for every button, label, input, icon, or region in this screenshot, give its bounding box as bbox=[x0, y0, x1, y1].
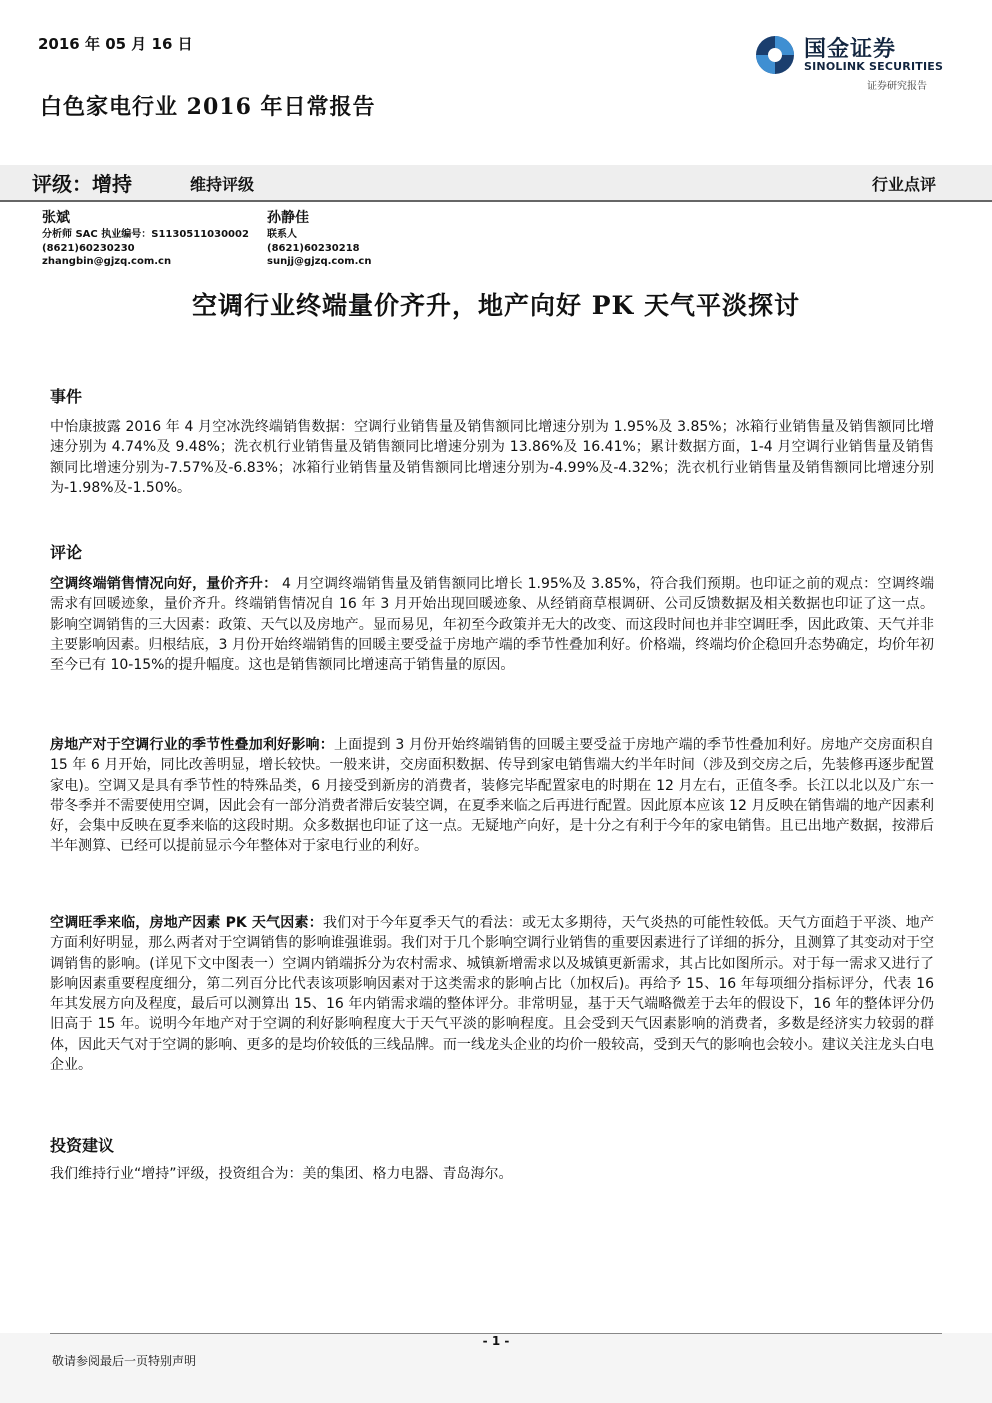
comment-paragraph-1 bbox=[50, 574, 934, 675]
rating-note: 维持评级 bbox=[190, 175, 255, 194]
paragraph-lead: 空调旺季来临，房地产因素 PK 天气因素： bbox=[50, 915, 323, 931]
section-title-advice: 投资建议 bbox=[50, 1136, 115, 1155]
paragraph-lead: 空调终端销售情况向好，量价齐升： bbox=[50, 576, 278, 592]
author-email[interactable]: zhangbin@gjzq.com.cn bbox=[42, 256, 172, 267]
footer-disclaimer[interactable]: 敬请参阅最后一页特别声明 bbox=[52, 1354, 197, 1368]
logo-chinese-name: 国金证券 bbox=[804, 37, 897, 62]
company-logo bbox=[754, 30, 954, 94]
author-email[interactable]: sunjj@gjzq.com.cn bbox=[267, 256, 372, 267]
sinolink-logo-icon bbox=[754, 34, 796, 76]
paragraph-body: 我们对于今年夏季天气的看法：或无太多期待，天气炎热的可能性较低。天气方面趋于平淡、地产方面利好明显，那么两者对于空调销售的影响谁强谁弱。我们对于几个影响空调行业销售的重要因素进行了详细的拆分，且测算了其变动对于空调销售的影响。(详见下文中图表一）空调内销端拆分为农村需求、城镇新增需求以及城镇更新需求，其占比如图所示。对于每一需求又进行了影响因素重要程度细分，第二列百分比代表该项影响因素对于这类需求的影响占比（加权后)。再给予 15、16 年每项细分指标评分，代表 16 年其发展方向及程度，最后可以测算出 15、16 年内销需求端的整体评分。非常明显，基于天气端略微差于去年的假设下，16 年的整体评分仍旧高于 15 年。说明今年地产对于空调的利好影响程度大于天气平淡的影响程度。且会受到天气因素影响的消费者，多数是经济实力较弱的群体，因此天气对于空调的影响、更多的是均价较低的三线品牌。而一线龙头企业的均价一般较高，受到天气的影响也会较小。建议关注龙头白电企业。 bbox=[50, 915, 934, 1074]
report-title: 白色家电行业 2016 年日常报告 bbox=[40, 94, 376, 120]
event-paragraph: 中怡康披露 2016 年 4 月空冰洗终端销售数据：空调行业销售量及销售额同比增速分别为 1.95%及 3.85%；冰箱行业销售量及销售额同比增速分别为 4.74%及 9.48%；洗衣机行业销售量及销售额同比增速分别为 13.86%及 16.41%；累计数据方面，1-4 月空调行业销售量及销售额同比增速分别为-7.57%及-6.83%；冰箱行业销售量及销售额同比增速分别为-4.99%及-4.32%；洗衣机行业销售量及销售额同比增速分别为-1.98%及-1.50%。 bbox=[50, 419, 934, 496]
divider bbox=[0, 200, 992, 202]
author-card bbox=[267, 208, 371, 269]
headline: 空调行业终端量价齐升，地产向好 PK 天气平淡探讨 bbox=[192, 291, 800, 320]
author-name: 孙静佳 bbox=[267, 210, 309, 226]
author-card bbox=[42, 208, 249, 269]
document-type: 行业点评 bbox=[871, 175, 936, 194]
author-phone: (8621)60230230 bbox=[42, 242, 135, 254]
logo-english-name: SINOLINK SECURITIES bbox=[804, 60, 944, 73]
report-date: 2016 年 05 月 16 日 bbox=[38, 35, 193, 53]
rating-band bbox=[0, 165, 992, 201]
author-role: 联系人 bbox=[267, 229, 297, 240]
author-credential: 分析师 SAC 执业编号：S1130511030002 bbox=[42, 229, 249, 240]
author-phone: (8621)60230218 bbox=[267, 242, 360, 254]
section-title-comment: 评论 bbox=[50, 543, 83, 562]
comment-paragraph-3 bbox=[50, 913, 934, 1075]
logo-subtitle: 证券研究报告 bbox=[867, 81, 927, 92]
paragraph-body: 上面提到 3 月份开始终端销售的回暖主要受益于房地产端的季节性叠加利好。房地产交房面积自 15 年 6 月开始，同比改善明显，增长较快。一般来讲，交房面积数据、传导到家电销售端大约半年时间（涉及到交房之后，先装修再逐步配置家电)。空调又是具有季节性的特殊品类，6 月接受到新房的消费者，装修完毕配置家电的时期在 12 月左右，正值冬季。长江以北以及广东一带冬季并不需要使用空调，因此会有一部分消费者滞后安装空调，在夏季来临之后再进行配置。因此原本应该 12 月反映在销售端的地产因素利好，会集中反映在夏季来临的这段时期。众多数据也印证了这一点。无疑地产向好，是十分之有利于今年的家电销售。且已出地产数据，按滞后半年测算、已经可以提前显示今年整体对于家电行业的利好。 bbox=[50, 737, 934, 855]
paragraph-body: 4 月空调终端销售量及销售额同比增长 1.95%及 3.85%，符合我们预期。也印证之前的观点：空调终端需求有回暖迹象，量价齐升。终端销售情况自 16 年 3 月开始出现回暖迹象、从经销商草根调研、公司反馈数据及相关数据也印证了这一点。影响空调销售的三大因素：政策、天气以及房地产。显而易见，年初至今政策并无大的改变、而这段时间也并非空调旺季，因此政策、天气并非主要影响因素。归根结底，3 月份开始终端销售的回暖主要受益于房地产端的季节性叠加利好。价格端，终端均价企稳回升态势确定，均价年初至今已有 10-15%的提升幅度。这也是销售额同比增速高于销售量的原因。 bbox=[50, 576, 935, 674]
advice-paragraph: 我们维持行业“增持”评级，投资组合为：美的集团、格力电器、青岛海尔。 bbox=[50, 1166, 513, 1182]
paragraph-lead: 房地产对于空调行业的季节性叠加利好影响： bbox=[50, 737, 334, 753]
author-name: 张斌 bbox=[42, 210, 70, 226]
rating-label: 评级：增持 bbox=[32, 172, 132, 196]
section-title-event: 事件 bbox=[50, 387, 83, 406]
page-number: - 1 - bbox=[482, 1334, 510, 1348]
comment-paragraph-2 bbox=[50, 735, 934, 857]
